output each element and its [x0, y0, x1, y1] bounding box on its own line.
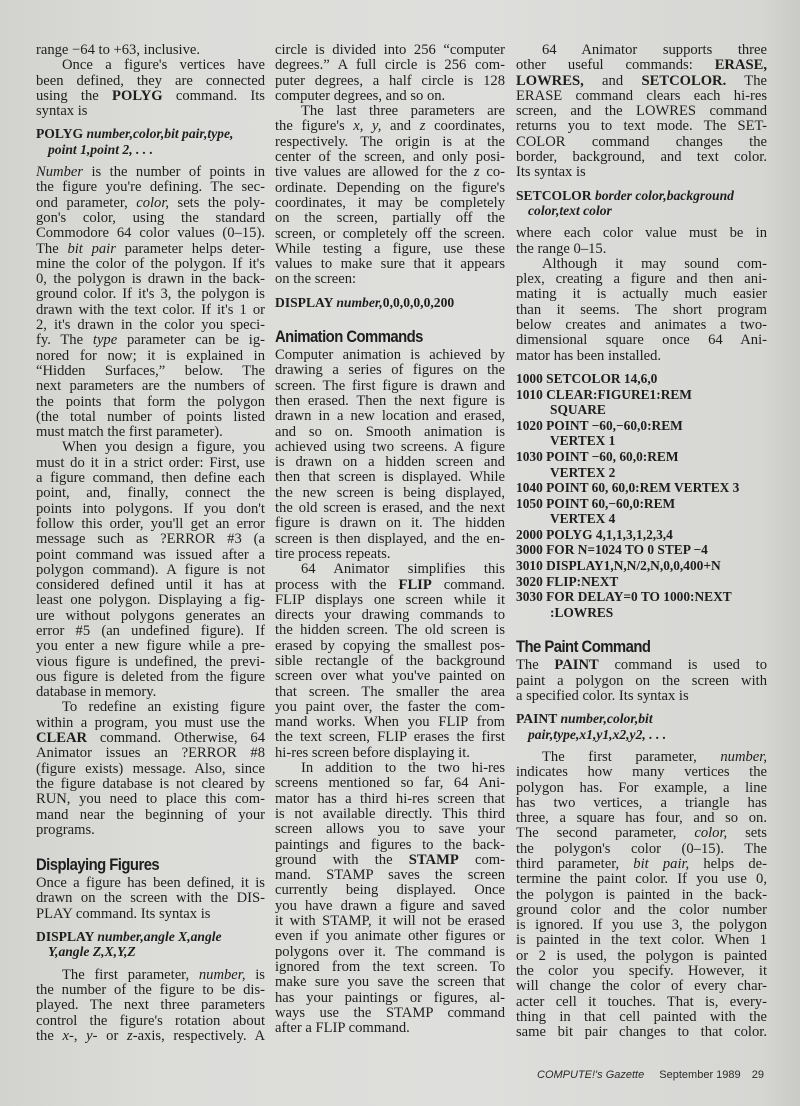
listing-line: 1000 SETCOLOR 14,6,0 [516, 370, 658, 386]
text-line [516, 727, 767, 742]
italic-text: y [86, 1028, 93, 1044]
text-line: Once a figure's vertices have [62, 58, 265, 74]
text-line: same bit pair changes to that color. [516, 1025, 767, 1041]
text-line: has two vertices, a triangle has [516, 795, 767, 811]
text-line: screen allows you to save your [275, 822, 505, 838]
paragraph [36, 876, 265, 922]
paragraph [275, 562, 505, 761]
text-line: considered defined until it has at [36, 578, 265, 594]
text-line: next parameters are the numbers of [36, 379, 265, 395]
text-line: screens mentioned so far, 64 Ani- [275, 776, 505, 792]
text-line: DISPLAY number,angle X,angle [36, 929, 222, 945]
text-line: polygons over it. The command is [275, 944, 505, 960]
italic-text: Number [36, 165, 84, 181]
text-line: termine the paint color. If you use 0, [516, 872, 767, 888]
paragraph [516, 750, 767, 1041]
text-line: third parameter, bit pair, helps de- [516, 857, 767, 872]
listing-line: 1050 POINT 60,−60,0:REM [516, 495, 676, 511]
text-line: point command was issued after a [36, 547, 265, 563]
text-line: POLYG number,color,bit pair,type, [36, 126, 234, 142]
text-line: Computer animation is achieved by [275, 348, 505, 364]
text-line: mand works. When you FLIP from [275, 715, 505, 731]
text-line: border, background, and text color. [516, 150, 767, 166]
text-line: or 2 is used, the polygon is painted [516, 948, 767, 964]
text-line: it with STAMP, it will not be erased [275, 914, 505, 930]
paragraph [36, 440, 265, 700]
text-line: range −64 to +63, inclusive. [36, 42, 200, 58]
listing-line: VERTEX 2 [550, 464, 616, 480]
text-line: drawn in a new location and erased, [275, 409, 505, 425]
text-line: Animator issues an ?ERROR #8 [36, 746, 265, 762]
text-line: CLEAR command. Otherwise, 64 [36, 731, 265, 747]
listing-line: 3030 FOR DELAY=0 TO 1000:NEXT [516, 589, 732, 605]
text-line: screen over what you've painted on [275, 669, 505, 685]
text-line: message such as ?ERROR #3 (a [36, 532, 265, 548]
paragraph [275, 43, 505, 104]
text-line: programs. [36, 821, 95, 838]
text-line: the text screen, FLIP erases the first [275, 730, 505, 746]
text-line: make sure you save the screen that [275, 975, 505, 991]
text-line: the range 0–15. [516, 240, 607, 257]
text-line: the points that form the polygon [36, 394, 265, 410]
text-line: where each color value must be in [516, 226, 767, 242]
paragraph [516, 43, 767, 181]
text-line: then erased. Then the next figure is [275, 393, 505, 409]
text-line: than it seems. The short program [516, 302, 767, 318]
italic-text: pair,type,x1,y1,x2,y2, . . . [528, 726, 667, 742]
text-line: ways use the STAMP command [275, 1005, 505, 1021]
text-line: Its syntax is [516, 164, 586, 181]
text-line: even if you animate other figures or [275, 929, 505, 945]
text-line: In addition to the two hi-res [301, 761, 505, 777]
text-line: screen, or completely off the screen. [275, 226, 505, 242]
text-line: The second parameter, color, sets [516, 826, 767, 842]
text-line: 0, the polygon is drawn in the back- [36, 272, 265, 288]
text-line: nored for now; it is explained in [36, 348, 265, 364]
paragraph [516, 658, 767, 704]
text-line: on the screen, partially off the [275, 211, 505, 227]
column-3 [516, 43, 767, 1041]
listing-line: VERTEX 1 [550, 433, 616, 449]
text-line: least one polygon. Displaying a fig- [36, 593, 265, 609]
listing-line: 2000 POLYG 4,1,1,3,1,2,3,4 [516, 526, 673, 542]
italic-text: border color,background [594, 187, 734, 203]
text-line: COLOR command changes the [516, 134, 767, 150]
italic-text: number, [336, 294, 383, 310]
bold-text: LOWRES, [516, 73, 584, 89]
text-line: PAINT number,color,bit [516, 711, 653, 727]
text-line: thing in that cell painted with the [516, 1009, 767, 1025]
text-line: The first parameter, number, [542, 749, 767, 765]
paragraph [36, 165, 265, 440]
text-line: When you design a figure, you [62, 440, 265, 456]
text-line: ignored from the text screen. To [275, 959, 505, 975]
section-heading: Displaying Figures [36, 856, 160, 875]
text-line: 2, it's drawn in the color you speci- [36, 318, 265, 334]
text-line: you paint over, the faster the com- [275, 699, 505, 715]
text-line: tire process repeats. [275, 545, 391, 562]
text-line: the hidden screen. The old screen is [275, 623, 505, 639]
italic-text: color, [694, 826, 728, 842]
text-line: three, a square has four, and so on. [516, 811, 767, 827]
paragraph [36, 58, 265, 119]
bold-text: CLEAR [36, 731, 88, 747]
syntax-block [516, 188, 767, 219]
text-line: polygon has. For example, a line [516, 780, 767, 796]
text-line: The last three parameters are [301, 104, 505, 120]
text-line: directs your drawing commands to [275, 608, 505, 624]
text-line: point, and, finally, connect the [36, 486, 265, 502]
text-line: follow this order, you'll get an error [36, 516, 265, 532]
column-1 [36, 43, 265, 1044]
text-line: indicates how many vertices the [516, 765, 767, 781]
text-line: paint a polygon on the screen with [516, 673, 767, 689]
bold-text: ERASE, [714, 58, 767, 74]
text-line: respectively. The origin is at the [275, 134, 505, 150]
italic-text: number, [198, 967, 246, 983]
listing-line: VERTEX 4 [550, 511, 616, 527]
text-line: after a FLIP command. [275, 1020, 410, 1037]
text-line: coordinates, it may be completely [275, 195, 505, 211]
italic-text: z [127, 1028, 133, 1044]
text-line: database in memory. [36, 684, 157, 701]
paragraph [516, 257, 767, 364]
text-line: ordinate. Depending on the figure's [275, 180, 505, 196]
bold-text: PAINT [554, 658, 599, 674]
text-line: To redefine an existing figure [62, 700, 265, 716]
text-line: SETCOLOR border color,background [516, 187, 734, 203]
text-line: ous figure is deleted from the figure [36, 669, 265, 685]
text-line: figure is drawn on it. The hidden [275, 516, 505, 532]
italic-text: number,color,bit [560, 711, 653, 727]
listing-line: 3000 FOR N=1024 TO 0 STEP −4 [516, 542, 708, 558]
text-line: the polygon's color (0–15). The [516, 841, 767, 857]
text-line: vious figure is undefined, the previ- [36, 654, 265, 670]
listing-line: 1010 CLEAR:FIGURE1:REM [516, 386, 692, 402]
paragraph [275, 348, 505, 562]
text-line: mand near the beginning of your [36, 807, 265, 823]
text-line: is not available directly. This third [275, 806, 505, 822]
bold-text: STAMP [408, 852, 459, 868]
text-line: (the total number of points listed [36, 409, 265, 425]
listing-line: 3010 DISPLAY1,N,N/2,N,0,0,400+N [516, 558, 721, 574]
text-line: mating it is actually much easier [516, 287, 767, 303]
text-line: Commodore 64 color values (0–15). [36, 226, 265, 242]
listing-line: 1040 POINT 60, 60,0:REM VERTEX 3 [516, 480, 740, 496]
syntax-block [36, 126, 265, 157]
text-line [36, 944, 265, 959]
text-line: The first parameter, number, is [62, 967, 265, 983]
italic-text: number,angle X,angle [97, 929, 222, 945]
bold-text: FLIP [398, 577, 432, 593]
text-line: mand. STAMP saves the screen [275, 868, 505, 884]
text-line: The PAINT command is used to [516, 658, 767, 674]
syntax-block [275, 295, 505, 310]
listing-line: :LOWRES [550, 604, 614, 620]
text-line: ground color. If it's 3, the polygon is [36, 287, 265, 303]
text-line: The bit pair parameter helps deter- [36, 241, 265, 257]
text-line: the figure's x, y, and z coordinates, [275, 119, 505, 135]
paragraph [275, 761, 505, 1036]
text-line: ond parameter, color, sets the poly- [36, 195, 265, 211]
text-line [36, 142, 265, 157]
text-line: played. The next three parameters [36, 998, 265, 1014]
text-line: achieved using two screens. A figure [275, 439, 505, 455]
text-line: been defined, they are connected [36, 73, 265, 89]
italic-text: x, y, [353, 119, 382, 135]
text-line: 64 Animator supports three [542, 43, 767, 58]
text-line: must do it in a strict order: First, use [36, 455, 265, 471]
text-line: values to make sure that it appears [275, 257, 505, 273]
syntax-block [516, 711, 767, 742]
text-line: drawn with the text color. If it's 1 or [36, 302, 265, 318]
text-line: is drawn on a hidden screen and [275, 455, 505, 471]
italic-text: bit pair, [633, 857, 690, 872]
text-line: LOWRES, and SETCOLOR. The [516, 73, 767, 89]
text-line: a specified color. Its syntax is [516, 688, 689, 705]
syntax-block [36, 929, 265, 960]
text-line: mine the color of the polygon. If it's [36, 256, 265, 272]
text-line: Number is the number of points in [36, 165, 265, 181]
text-line: polygon command). A figure is not [36, 562, 265, 578]
text-line: hi-res screen before displaying it. [275, 744, 470, 761]
text-line: (figure exists) message. Also, since [36, 761, 265, 777]
text-line: will change the color of every char- [516, 979, 767, 995]
text-line: the color you specify. However, it [516, 964, 767, 980]
text-line [516, 203, 767, 218]
italic-text: z [419, 119, 426, 135]
column-2 [275, 43, 505, 1036]
page-number: 29 [751, 1069, 764, 1081]
text-line: the old screen is erased, and the next [275, 501, 505, 517]
text-line: ure without polygons generates an [36, 608, 265, 624]
text-line: plex, creating a figure and then ani- [516, 272, 767, 288]
text-line: While testing a figure, use these [275, 241, 505, 257]
italic-text: point 1,point 2, . . . [48, 141, 153, 157]
text-line: the figure you're defining. The sec- [36, 180, 265, 196]
text-line: mator has been installed. [516, 347, 662, 364]
text-line: the figure database is not cleared by [36, 776, 265, 792]
text-line: puter degrees, a half circle is 128 [275, 73, 505, 89]
text-line: fy. The type parameter can be ig- [36, 333, 265, 349]
program-listing [516, 371, 767, 621]
listing-line: SQUARE [550, 402, 606, 418]
italic-text: color,text color [528, 202, 612, 218]
listing-line: 3020 FLIP:NEXT [516, 573, 619, 589]
text-line: screen. The first figure is drawn and [275, 378, 505, 394]
paragraph [36, 700, 265, 838]
text-line: the x-, y- or z-axis, respectively. A [36, 1028, 265, 1044]
text-line: process with the FLIP command. [275, 577, 505, 593]
text-line: is painted in the text color. When 1 [516, 933, 767, 949]
text-line: PLAY command. Its syntax is [36, 905, 211, 922]
text-line: erased by copying the smallest pos- [275, 638, 505, 654]
text-line: tive values are allowed for the z co- [275, 165, 505, 181]
text-line: that screen. The smaller the area [275, 684, 505, 700]
text-line: ERASE command clears each hi-res [516, 88, 767, 104]
text-line: and so on. Smooth animation is [275, 424, 505, 440]
text-line: error #5 (an undefined figure). If [36, 623, 265, 639]
text-line: Although it may sound com- [542, 256, 767, 272]
text-line: mator has a third hi-res screen that [275, 791, 505, 807]
text-line: the new screen is being displayed, [275, 485, 505, 501]
text-line: dimensional square once 64 Ani- [516, 333, 767, 349]
paragraph [516, 226, 767, 257]
italic-text: number, [720, 749, 767, 765]
text-line: “Hidden Surfaces,” below. The [36, 363, 265, 379]
text-line: on the screen: [275, 271, 357, 288]
text-line: points into polygons. If you don't [36, 501, 265, 517]
text-line: sible rectangle of the background [275, 653, 505, 669]
bold-text: POLYG [112, 88, 163, 104]
text-line: other useful commands: ERASE, [516, 58, 767, 74]
section-heading: Animation Commands [275, 328, 423, 347]
text-line: gon's color, using the standard [36, 210, 265, 226]
text-line: syntax is [36, 103, 88, 120]
text-line: acter cell it touches. That is, every- [516, 994, 767, 1010]
text-line: screen, and the LOWRES command [516, 104, 767, 120]
text-line: FLIP displays one screen while it [275, 592, 505, 608]
text-line: Once a figure has been defined, it is [36, 876, 265, 892]
listing-line: 1030 POINT −60, 60,0:REM [516, 448, 679, 464]
text-line: you enter a new figure while a pre- [36, 639, 265, 655]
text-line: the polygon is painted in the back- [516, 887, 767, 903]
paragraph [36, 43, 265, 58]
text-line: returns you to text mode. The SET- [516, 119, 767, 135]
text-line: paintings and figures to the back- [275, 837, 505, 853]
italic-text: type [92, 333, 118, 349]
text-line: 64 Animator simplifies this [301, 562, 505, 578]
text-line: control the figure's rotation about [36, 1013, 265, 1029]
text-line: currently being displayed. Once [275, 883, 505, 899]
text-line: screen is then displayed, and the en- [275, 531, 505, 547]
italic-text: bit pair [67, 241, 116, 257]
text-line: circle is divided into 256 “computer [275, 43, 505, 58]
text-line: RUN, you need to place this com- [36, 792, 265, 808]
section-heading: The Paint Command [516, 638, 651, 657]
text-line: has your paintings or figures, al- [275, 990, 505, 1006]
italic-text: Y,angle Z,X,Y,Z [48, 944, 136, 960]
italic-text: z [473, 165, 480, 181]
italic-text: color, [136, 195, 170, 211]
text-line: drawing a series of figures on the [275, 363, 505, 379]
italic-text: x [62, 1028, 69, 1044]
text-line: drawn on the screen with the DIS- [36, 891, 265, 907]
text-line: within a program, you must use the [36, 715, 265, 731]
text-line: must match the first parameter). [36, 424, 223, 441]
text-line: you have drawn a figure and saved [275, 898, 505, 914]
bold-text: SETCOLOR. [641, 73, 727, 89]
text-line: then that screen is displayed. While [275, 470, 505, 486]
paragraph [275, 104, 505, 288]
publication-name: COMPUTE!'s Gazette [537, 1069, 645, 1081]
text-line: center of the screen, and only posi- [275, 150, 505, 166]
text-line: DISPLAY number,0,0,0,0,0,200 [275, 294, 455, 310]
text-line: using the POLYG command. Its [36, 88, 265, 104]
text-line: a figure command, then define each [36, 471, 265, 487]
text-line: computer degrees, and so on. [275, 87, 446, 104]
text-line: the number of the figure to be dis- [36, 982, 265, 998]
text-line: degrees.” A full circle is 256 com- [275, 58, 505, 74]
text-line: ground with the STAMP com- [275, 852, 505, 868]
text-line: is ignored. If you use 3, the polygon [516, 918, 767, 934]
italic-text: number,color,bit pair,type, [86, 126, 234, 142]
issue-date: September 1989 [659, 1069, 741, 1081]
paragraph [36, 968, 265, 1044]
page-footer [537, 1069, 764, 1081]
listing-line: 1020 POINT −60,−60,0:REM [516, 417, 683, 433]
text-line: below creates and animates a two- [516, 318, 767, 334]
text-line: ground color and the color number [516, 902, 767, 918]
